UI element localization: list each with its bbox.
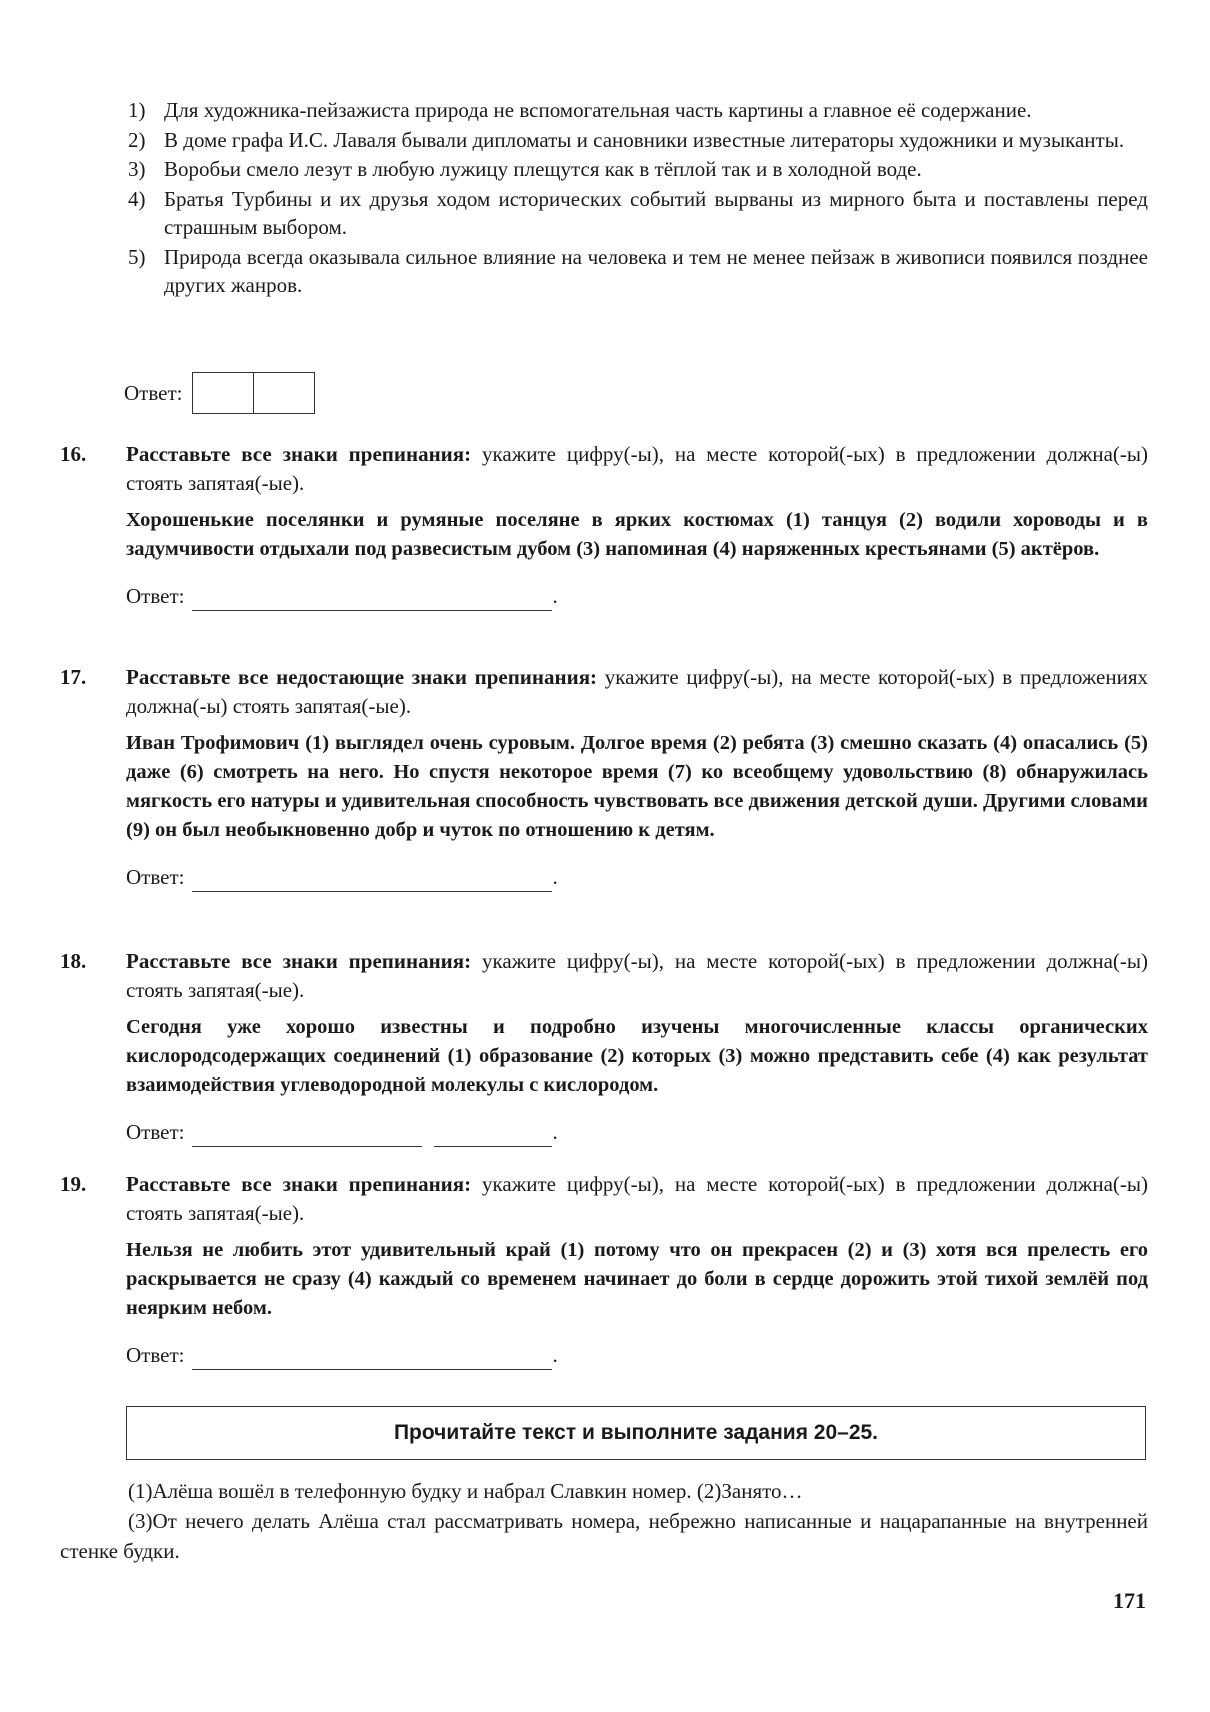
answer-cell-1[interactable] <box>193 373 253 413</box>
answer-label: Ответ: <box>126 1120 185 1144</box>
instruction-text: укажите цифру(-ы), на месте которой(-ых) в предложении должна(-ы) стоять запятая(-ые). <box>126 442 1148 495</box>
task-sentence: Сегодня уже хорошо известны и подробно изучены многочисленные классы органических кислородсодержащих соединений (1) образование (2) которых (3) можно представить себе (4) как результат взаимодействия углеводородной молекулы с кислородом. <box>126 1016 1148 1096</box>
answer-row-15 <box>124 372 315 414</box>
task-sentence: Иван Трофимович (1) выглядел очень суровым. Долгое время (2) ребята (3) смешно сказать (4) опасались (5) даже (6) смотреть на него. Но спустя некоторое время (7) ко всеобщему удовольствию (8) обнаружилась мягкость его натуры и удивительная способность чувствовать все движения детской души. Другими словами (9) он был необыкновенно добр и чуток по отношению к детям. <box>126 732 1148 841</box>
instruction-bold: Расставьте все знаки препинания: <box>126 442 472 466</box>
option-text: Природа всегда оказывала сильное влияние на человека и тем не менее пейзаж в живописи появился позднее других жанров. <box>164 244 1148 297</box>
option-text: Для художника-пейзажиста природа не вспомогательная часть картины а главное её содержание. <box>164 98 1032 122</box>
answer-label: Ответ: <box>126 1343 185 1367</box>
answer-cell-2[interactable] <box>253 373 314 413</box>
option-number: 3) <box>128 157 146 181</box>
option-item <box>128 243 1148 300</box>
task-18 <box>60 947 1148 1147</box>
option-item <box>128 185 1148 242</box>
answer-line[interactable] <box>192 1126 422 1147</box>
answer-line-second[interactable] <box>434 1126 552 1147</box>
reading-paragraph: (3)От нечего делать Алёша стал рассматривать номера, небрежно написанные и нацарапанные на внутренней стенке будки. <box>60 1509 1148 1563</box>
section-banner: Прочитайте текст и выполните задания 20–25. <box>126 1406 1146 1460</box>
option-text: Воробьи смело лезут в любую лужицу плещутся как в тёплой так и в холодной воде. <box>164 157 922 181</box>
instruction-bold: Расставьте все знаки препинания: <box>126 1172 472 1196</box>
option-number: 5) <box>128 244 146 269</box>
option-item <box>128 126 1148 155</box>
answer-end: . <box>552 865 558 889</box>
answer-row <box>126 1341 1148 1370</box>
reading-paragraph: (1)Алёша вошёл в телефонную будку и набрал Славкин номер. (2)Занято… <box>128 1479 803 1503</box>
task-17 <box>60 663 1148 892</box>
instruction-bold: Расставьте все знаки препинания: <box>126 949 472 973</box>
task-number: 17. <box>60 665 87 689</box>
answer-row <box>126 863 1148 892</box>
instruction-text: укажите цифру(-ы), на месте которой(-ых) в предложении должна(-ы) стоять запятая(-ые). <box>126 1172 1148 1225</box>
page-number: 171 <box>1113 1588 1146 1613</box>
option-number: 2) <box>128 127 146 152</box>
option-number: 1) <box>128 98 146 122</box>
option-text: Братья Турбины и их друзья ходом исторических событий вырваны из мирного быта и поставлены перед страшным выбором. <box>164 186 1148 239</box>
option-item <box>128 96 1148 125</box>
task-19 <box>60 1170 1148 1370</box>
task-sentence: Хорошенькие поселянки и румяные поселяне в ярких костюмах (1) танцуя (2) водили хороводы и в задумчивости отдыхали под развесистым дубом (3) напоминая (4) наряженных крестьянами (5) актёров. <box>126 509 1148 560</box>
option-text: В доме графа И.С. Лаваля бывали дипломаты и сановники известные литераторы художники и музыканты. <box>164 127 1125 152</box>
answer-end: . <box>552 1120 558 1144</box>
answer-line[interactable] <box>192 1349 552 1370</box>
option-item <box>128 155 1148 184</box>
instruction-text: укажите цифру(-ы), на месте которой(-ых) в предложении должна(-ы) стоять запятая(-ые). <box>126 949 1148 1002</box>
task-instruction <box>126 947 1148 1005</box>
answer-label: Ответ: <box>124 380 183 405</box>
instruction-bold: Расставьте все недостающие знаки препинания: <box>126 665 598 689</box>
task-number: 19. <box>60 1172 87 1196</box>
task-instruction <box>126 663 1148 721</box>
answer-box[interactable] <box>192 372 315 414</box>
answer-line[interactable] <box>192 590 552 611</box>
answer-label: Ответ: <box>126 865 185 889</box>
answer-row <box>126 1118 1148 1147</box>
answer-row <box>126 582 1148 611</box>
task-number: 18. <box>60 949 87 973</box>
option-list <box>128 96 1148 301</box>
answer-end: . <box>552 1343 558 1367</box>
task-instruction <box>126 440 1148 498</box>
task-16 <box>60 440 1148 611</box>
task-sentence: Нельзя не любить этот удивительный край (1) потому что он прекрасен (2) и (3) хотя вся прелесть его раскрывается не сразу (4) каждый со временем начинает до боли в сердце дорожить этой тихой землёй под неярким небом. <box>126 1239 1148 1319</box>
task-instruction <box>126 1170 1148 1228</box>
answer-label: Ответ: <box>126 584 185 608</box>
answer-line[interactable] <box>192 871 552 892</box>
task-number: 16. <box>60 442 87 466</box>
reading-text <box>60 1476 1148 1566</box>
instruction-text: укажите цифру(-ы), на месте которой(-ых) в предложениях должна(-ы) стоять запятая(-ые). <box>126 665 1148 718</box>
answer-end: . <box>552 584 558 608</box>
option-number: 4) <box>128 186 146 211</box>
